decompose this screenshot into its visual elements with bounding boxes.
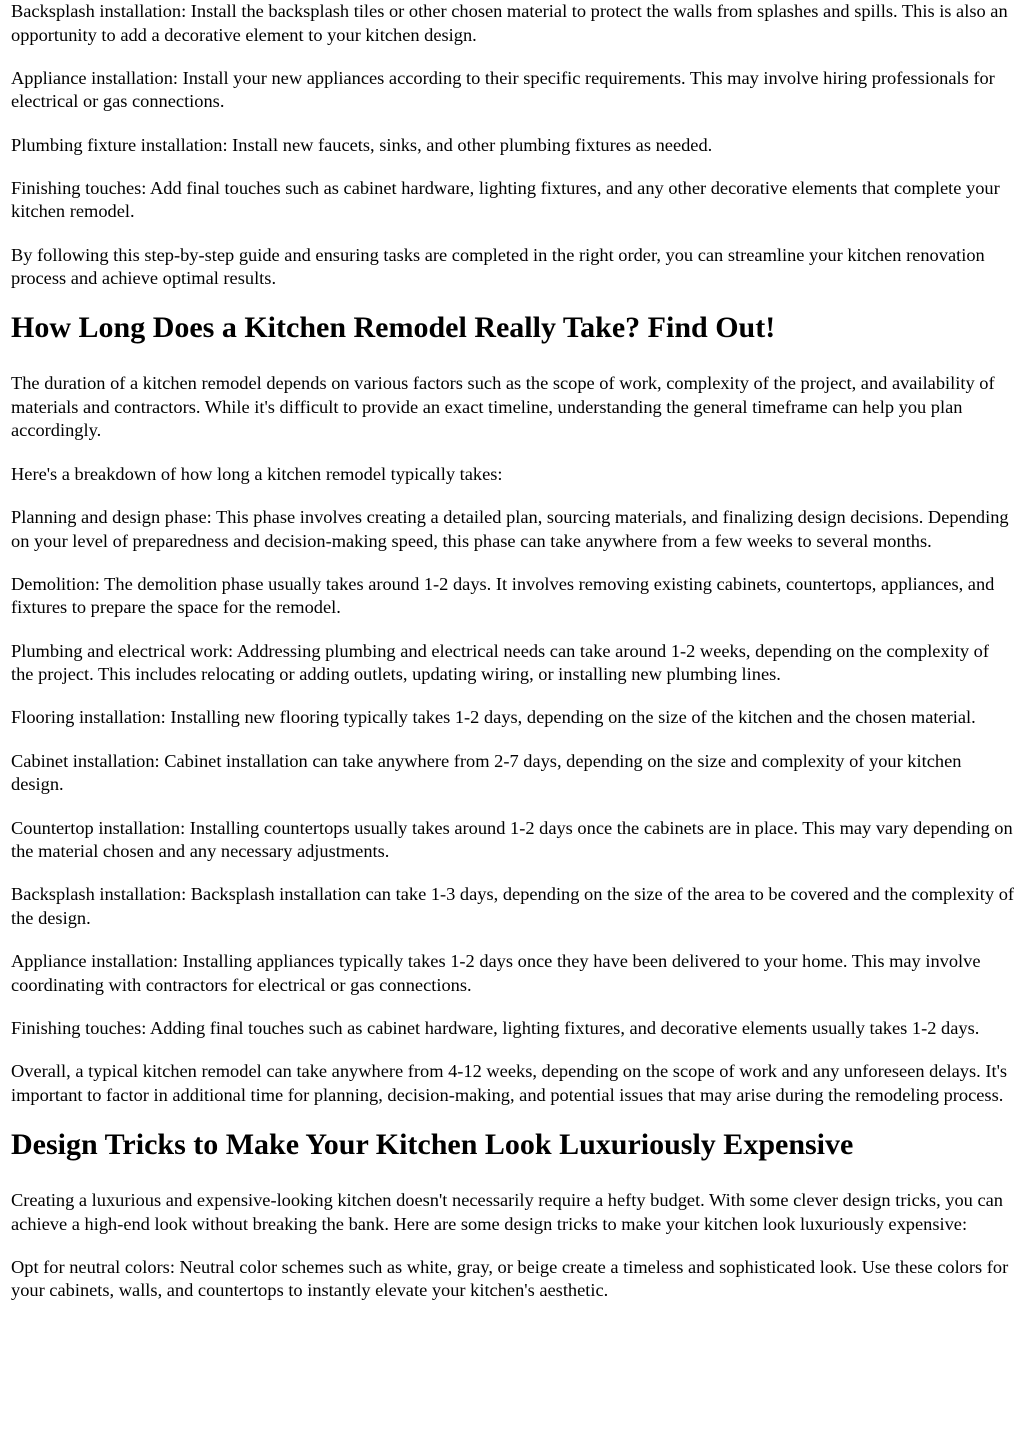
paragraph-duration-breakdown-lead: Here's a breakdown of how long a kitchen remodel typically takes: — [11, 463, 503, 484]
paragraph-cabinet: Cabinet installation: Cabinet installation can take anywhere from 2-7 days, depending on the size and complexity of your kitchen design. — [11, 750, 962, 795]
section-heading-design-tricks: Design Tricks to Make Your Kitchen Look Luxuriously Expensive — [11, 1128, 854, 1162]
section-remodel-steps — [11, 0, 1014, 291]
paragraph-finishing-duration: Finishing touches: Adding final touches such as cabinet hardware, lighting fixtures, and decorative elements usually takes 1-2 days. — [11, 1017, 980, 1038]
paragraph-appliance-installation: Appliance installation: Install your new appliances according to their specific requirements. This may involve hiring professionals for electrical or gas connections. — [11, 67, 995, 112]
paragraph-finishing-touches: Finishing touches: Add final touches such as cabinet hardware, lighting fixtures, and any other decorative elements that complete your kitchen remodel. — [11, 177, 1000, 222]
paragraph-duration-intro: The duration of a kitchen remodel depends on various factors such as the scope of work, complexity of the project, and availability of materials and contractors. While it's difficult to provide an exact timeline, understanding the general timeframe can help you plan accordingly. — [11, 373, 995, 441]
paragraph-plumbing-electrical: Plumbing and electrical work: Addressing plumbing and electrical needs can take around 1-2 weeks, depending on the complexity of the project. This includes relocating or adding outlets, updating wiring, or installing new plumbing lines. — [11, 640, 989, 685]
paragraph-appliance-duration: Appliance installation: Installing appliances typically takes 1-2 days once they have been delivered to your home. This may involve coordinating with contractors for electrical or gas connections. — [11, 951, 981, 995]
paragraph-neutral-colors: Opt for neutral colors: Neutral color schemes such as white, gray, or beige create a timeless and sophisticated look. Use these colors for your cabinets, walls, and countertops to instantly elevate your kitchen's aesthetic. — [11, 1256, 1009, 1301]
paragraph-countertop: Countertop installation: Installing countertops usually takes around 1-2 days once the cabinets are in place. This may vary depending on the material chosen and any necessary adjustments. — [11, 817, 1013, 862]
paragraph-plumbing-fixture-installation: Plumbing fixture installation: Install new faucets, sinks, and other plumbing fixtures as needed. — [11, 134, 713, 155]
section-heading-duration: How Long Does a Kitchen Remodel Really Take? Find Out! — [11, 311, 776, 345]
paragraph-planning-phase: Planning and design phase: This phase involves creating a detailed plan, sourcing materials, and finalizing design decisions. Depending on your level of preparedness and decision-making speed, this phase can take anywhere from a few weeks to several months. — [11, 507, 1009, 551]
paragraph-backsplash-duration: Backsplash installation: Backsplash installation can take 1-3 days, depending on the size of the area to be covered and the complexity of the design. — [11, 884, 1015, 928]
paragraph-flooring: Flooring installation: Installing new flooring typically takes 1-2 days, depending on the size of the kitchen and the chosen material. — [11, 707, 976, 728]
paragraph-design-intro: Creating a luxurious and expensive-looking kitchen doesn't necessarily require a hefty budget. With some clever design tricks, you can achieve a high-end look without breaking the bank. Here are some design tricks to make your kitchen look luxuriously expensive: — [11, 1190, 1003, 1234]
section-design-tricks — [11, 1127, 1014, 1303]
paragraph-conclusion: By following this step-by-step guide and ensuring tasks are completed in the right order, you can streamline your kitchen renovation process and achieve optimal results. — [11, 244, 985, 289]
paragraph-overall-duration: Overall, a typical kitchen remodel can take anywhere from 4-12 weeks, depending on the scope of work and any unforeseen delays. It's important to factor in additional time for planning, decision-making, and potential issues that may arise during the remodeling process. — [11, 1061, 1008, 1105]
paragraph-demolition: Demolition: The demolition phase usually takes around 1-2 days. It involves removing existing cabinets, countertops, appliances, and fixtures to prepare the space for the remodel. — [11, 573, 995, 618]
paragraph-backsplash-installation: Backsplash installation: Install the backsplash tiles or other chosen material to protect the walls from splashes and spills. This is also an opportunity to add a decorative element to your kitchen design. — [11, 1, 1008, 45]
section-remodel-duration — [11, 310, 1014, 1107]
